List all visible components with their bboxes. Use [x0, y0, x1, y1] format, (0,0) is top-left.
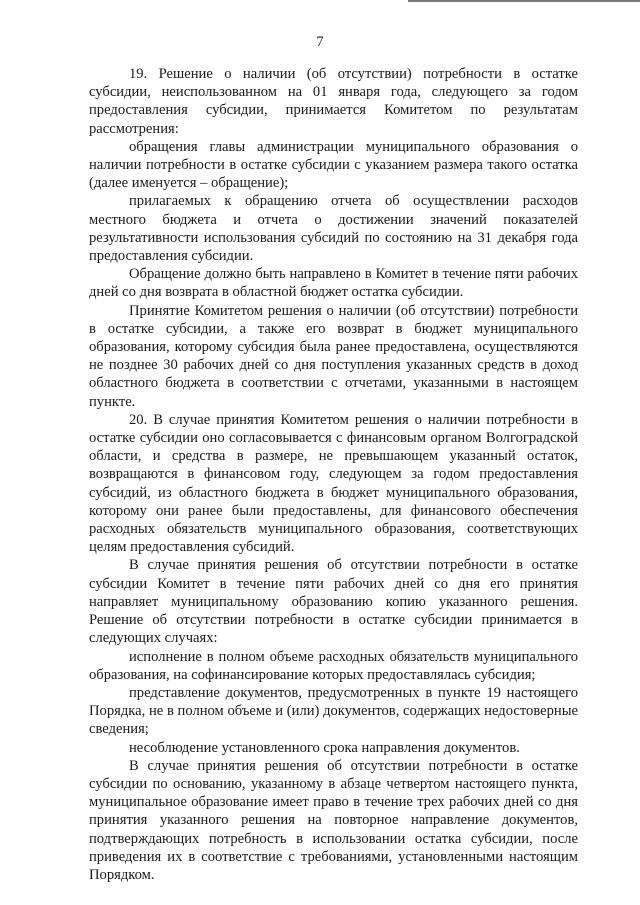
paragraph-appeal-deadline: Обращение должно быть направлено в Комитет в течение пяти рабочих дней со дня возврата в областной бюджет остатка субсидии. [89, 266, 578, 301]
paragraph-resubmission-right: В случае принятия решения об отсутствии потребности в остатке субсидии по основанию, указанному в абзаце четвертом настоящего пункта, муниципальное образование имеет право в течение трех рабочих дней со дня принятия указанного решения на повторное направление документов, подтверждающих потребность в использовании остатка субсидии, после приведения их в соответствие с требованиями, установленными настоящим Порядком. [89, 757, 578, 883]
document-body [89, 65, 578, 884]
paragraph-case-full-execution: исполнение в полном объеме расходных обязательств муниципального образования, на софинансирование которых предоставлялась субсидия; [89, 648, 578, 683]
paragraph-no-need-decision: В случае принятия решения об отсутствии потребности в остатке субсидии Комитет в течение пяти рабочих дней со дня его принятия направляет муниципальному образованию копию указанного решения. Решение об отсутствии потребности в остатке субсидии принимается в следующих случаях: [89, 557, 578, 647]
page-number: 7 [316, 34, 324, 50]
paragraph-reports-item: прилагаемых к обращению отчета об осуществлении расходов местного бюджета и отчета о достижении значений показателей результативности использования субсидий по состоянию на 31 декабря года предоставления субсидии. [89, 193, 578, 265]
top-edge-rule [408, 0, 640, 2]
paragraph-decision-timing: Принятие Комитетом решения о наличии (об отсутствии) потребности в остатке субсидии, а также его возврат в бюджет муниципального образования, которому субсидия была ранее предоставлена, осуществляются не позднее 30 рабочих дней со дня поступления указанных средств в доход областного бюджета в соответствии с отчетами, указанными в настоящем пункте. [89, 302, 578, 410]
paragraph-20-need-decision: 20. В случае принятия Комитетом решения о наличии потребности в остатке субсидии оно согласовывается с финансовым органом Волгоградской области, и средства в размере, не превышающем указанный остаток, возвращаются в финансовом году, следующем за годом предоставления субсидий, из областного бюджета в бюджет муниципального образования, которому они ранее были предоставлены, для финансового обеспечения расходных обязательств муниципального образования, соответствующих целям предоставления субсидий. [89, 411, 578, 556]
paragraph-case-missed-deadline: несоблюдение установленного срока направления документов. [129, 739, 520, 756]
paragraph-19-intro: 19. Решение о наличии (об отсутствии) потребности в остатке субсидии, неиспользованном на 01 января года, следующего за годом предоставления субсидии, принимается Комитетом по результатам рассмотрения: [89, 66, 578, 137]
paragraph-case-incomplete-docs: представление документов, предусмотренных в пункте 19 настоящего Порядка, не в полном объеме и (или) документов, содержащих недостоверные сведения; [89, 684, 578, 738]
paragraph-appeal-item: обращения главы администрации муниципального образования о наличии потребности в остатке субсидии с указанием размера такого остатка (далее именуется – обращение); [89, 138, 578, 192]
